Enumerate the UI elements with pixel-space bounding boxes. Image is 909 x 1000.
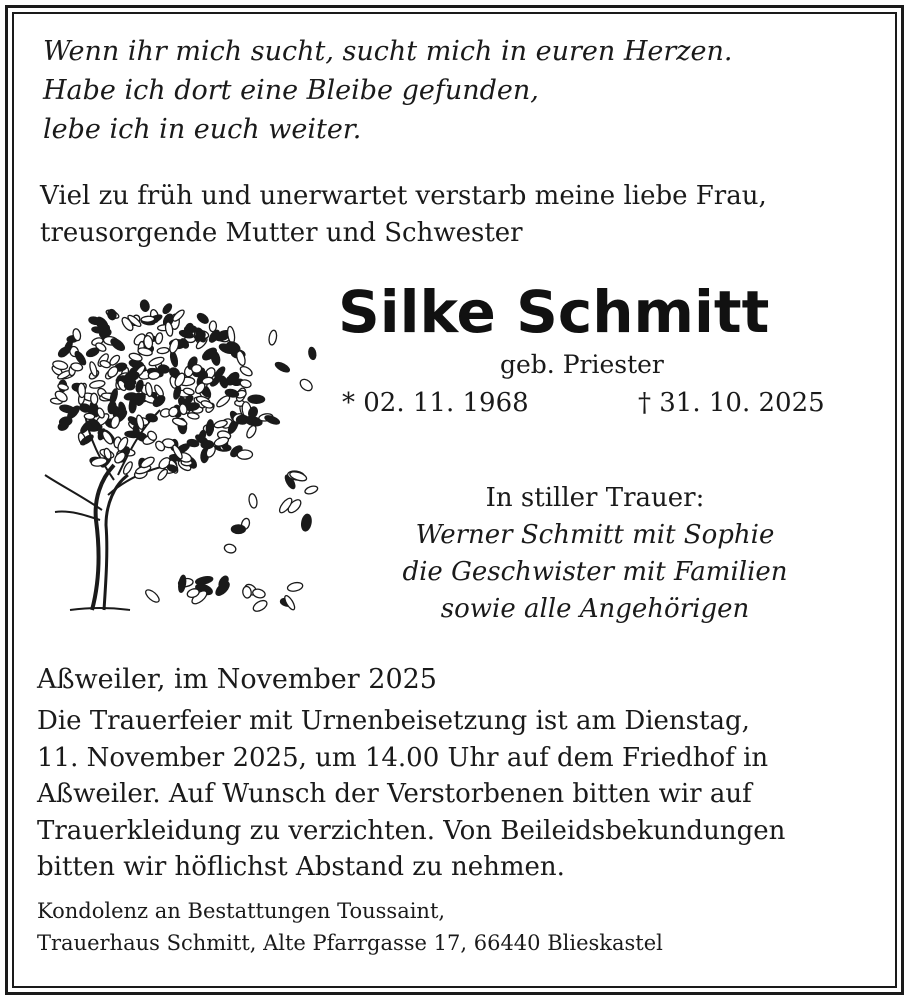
condolence-line: Kondolenz an Bestattungen Toussaint,	[37, 899, 446, 923]
poem	[43, 32, 732, 149]
mourner-line: die Geschwister mit Familien	[402, 557, 788, 587]
death-date: † 31. 10. 2025	[638, 388, 825, 418]
details-line: 11. November 2025, um 14.00 Uhr auf dem Friedhof in	[37, 742, 769, 773]
intro-text	[40, 178, 767, 252]
birth-date: * 02. 11. 1968	[342, 388, 529, 418]
mourners-block	[350, 480, 840, 628]
condolence-line: Trauerhaus Schmitt, Alte Pfarrgasse 17, 66440 Blieskastel	[37, 931, 663, 955]
mourners-heading: In stiller Trauer:	[485, 483, 705, 513]
funeral-details	[37, 703, 785, 886]
intro-line: treusorgende Mutter und Schwester	[40, 218, 523, 248]
poem-line: Habe ich dort eine Bleibe gefunden,	[43, 75, 539, 106]
windblown-tree-icon	[30, 280, 330, 620]
details-line: Die Trauerfeier mit Urnenbeisetzung ist am Dienstag,	[37, 706, 750, 736]
poem-line: Wenn ihr mich sucht, sucht mich in euren Herzen.	[43, 36, 733, 67]
details-line: bitten wir höflichst Abstand zu nehmen.	[37, 852, 565, 882]
mourner-line: sowie alle Angehörigen	[440, 594, 750, 624]
place-date: Aßweiler, im November 2025	[37, 664, 437, 695]
deceased-name: Silke Schmitt	[338, 278, 770, 346]
condolence-info	[37, 895, 663, 959]
intro-line: Viel zu früh und unerwartet verstarb meine liebe Frau,	[40, 181, 767, 211]
details-line: Aßweiler. Auf Wunsch der Verstorbenen bitten wir auf	[37, 779, 752, 809]
details-line: Trauerkleidung zu verzichten. Von Beileidsbekundungen	[37, 815, 786, 846]
poem-line: lebe ich in euch weiter.	[43, 114, 362, 145]
mourner-line: Werner Schmitt mit Sophie	[415, 520, 775, 550]
maiden-name: geb. Priester	[500, 350, 664, 379]
